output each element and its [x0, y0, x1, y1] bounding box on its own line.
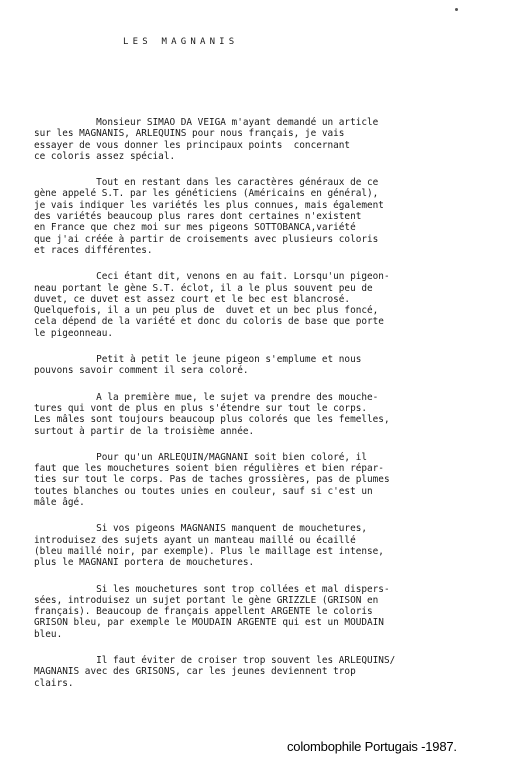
article-paragraph — [34, 392, 496, 437]
article-paragraph — [34, 584, 496, 640]
text-line: je vais indiquer les variétés les plus connues, mais également — [34, 199, 384, 211]
text-line: clairs. — [34, 677, 74, 689]
text-line: (bleu maillé noir, par exemple). Plus le maillage est intense, — [34, 545, 384, 557]
text-line: plus le MAGNANI portera de mouchetures. — [34, 557, 255, 569]
text-line: Les mâles sont toujours beaucoup plus colorés que les femelles, — [34, 414, 390, 426]
text-line: neau portant le gène S.T. éclot, il a le plus souvent peu de — [34, 282, 373, 294]
text-line: MAGNANIS avec des GRISONS, car les jeunes deviennent trop — [34, 666, 356, 678]
article-paragraph — [34, 117, 496, 162]
article-paragraph — [34, 655, 496, 689]
text-line: ties sur tout le corps. Pas de taches grossières, pas de plumes — [34, 474, 390, 486]
text-line: surtout à partir de la troisième année. — [34, 425, 255, 437]
article-paragraph — [34, 177, 496, 256]
text-line: que j'ai créée à partir de croisements avec plusieurs coloris — [34, 233, 379, 245]
text-line: tures qui vont de plus en plus s'étendre sur tout le corps. — [34, 402, 368, 414]
text-line: faut que les mouchetures soient bien régulières et bien répar- — [34, 463, 384, 475]
text-line: essayer de vous donner les principaux points concernant — [34, 139, 351, 151]
article-paragraph — [34, 354, 496, 377]
scan-speck — [455, 8, 458, 11]
text-line: cela dépend de la variété et donc du coloris de base que porte — [34, 316, 384, 328]
text-line: introduisez des sujets ayant un manteau maillé ou écaillé — [34, 534, 356, 546]
text-line: Quelquefois, il a un peu plus de duvet et un bec plus foncé, — [34, 305, 379, 317]
text-line: sur les MAGNANIS, ARLEQUINS pour nous français, je vais — [34, 128, 345, 140]
text-line: en France que chez moi sur mes pigeons SOTTOBANCA,variété — [34, 222, 356, 234]
text-line: pouvons savoir comment il sera coloré. — [34, 365, 249, 377]
article-body — [34, 117, 496, 704]
text-line: A la première mue, le sujet va prendre des mouche- — [34, 391, 379, 403]
text-line: Monsieur SIMAO DA VEIGA m'ayant demandé un article — [34, 117, 379, 128]
text-line: des variétés beaucoup plus rares dont certaines n'existent — [34, 211, 362, 223]
text-line: bleu. — [34, 628, 63, 640]
text-line: Ceci étant dit, venons en au fait. Lorsqu'un pigeon- — [34, 271, 390, 283]
text-line: GRISON bleu, par exemple le MOUDAIN ARGENTE qui est un MOUDAIN — [34, 617, 384, 629]
text-line: gène appelé S.T. par les généticiens (Américains en général), — [34, 188, 379, 200]
text-line: Tout en restant dans les caractères généraux de ce — [34, 177, 379, 189]
text-line: Si vos pigeons MAGNANIS manquent de mouchetures, — [34, 523, 368, 535]
text-line: Il faut éviter de croiser trop souvent les ARLEQUINS/ — [34, 654, 396, 666]
text-line: Petit à petit le jeune pigeon s'emplume et nous — [34, 354, 362, 366]
page-title: LES MAGNANIS — [123, 37, 239, 47]
article-paragraph — [34, 271, 496, 339]
source-footer: colombophile Portugais -1987. — [287, 739, 457, 754]
text-line: duvet, ce duvet est assez court et le bec est blancrosé. — [34, 293, 351, 305]
text-line: ce coloris assez spécial. — [34, 150, 176, 162]
text-line: français). Beaucoup de français appellent ARGENTE le coloris — [34, 606, 373, 618]
text-line: mâle âgé. — [34, 497, 85, 509]
article-paragraph — [34, 523, 496, 568]
text-line: et races différentes. — [34, 244, 153, 256]
text-line: le pigeonneau. — [34, 327, 114, 339]
text-line: Pour qu'un ARLEQUIN/MAGNANI soit bien coloré, il — [34, 451, 368, 463]
text-line: toutes blanches ou toutes unies en couleur, sauf si c'est un — [34, 485, 373, 497]
article-paragraph — [34, 452, 496, 508]
text-line: sées, introduisez un sujet portant le gène GRIZZLE (GRISON en — [34, 594, 379, 606]
text-line: Si les mouchetures sont trop collées et mal dispers- — [34, 583, 390, 595]
